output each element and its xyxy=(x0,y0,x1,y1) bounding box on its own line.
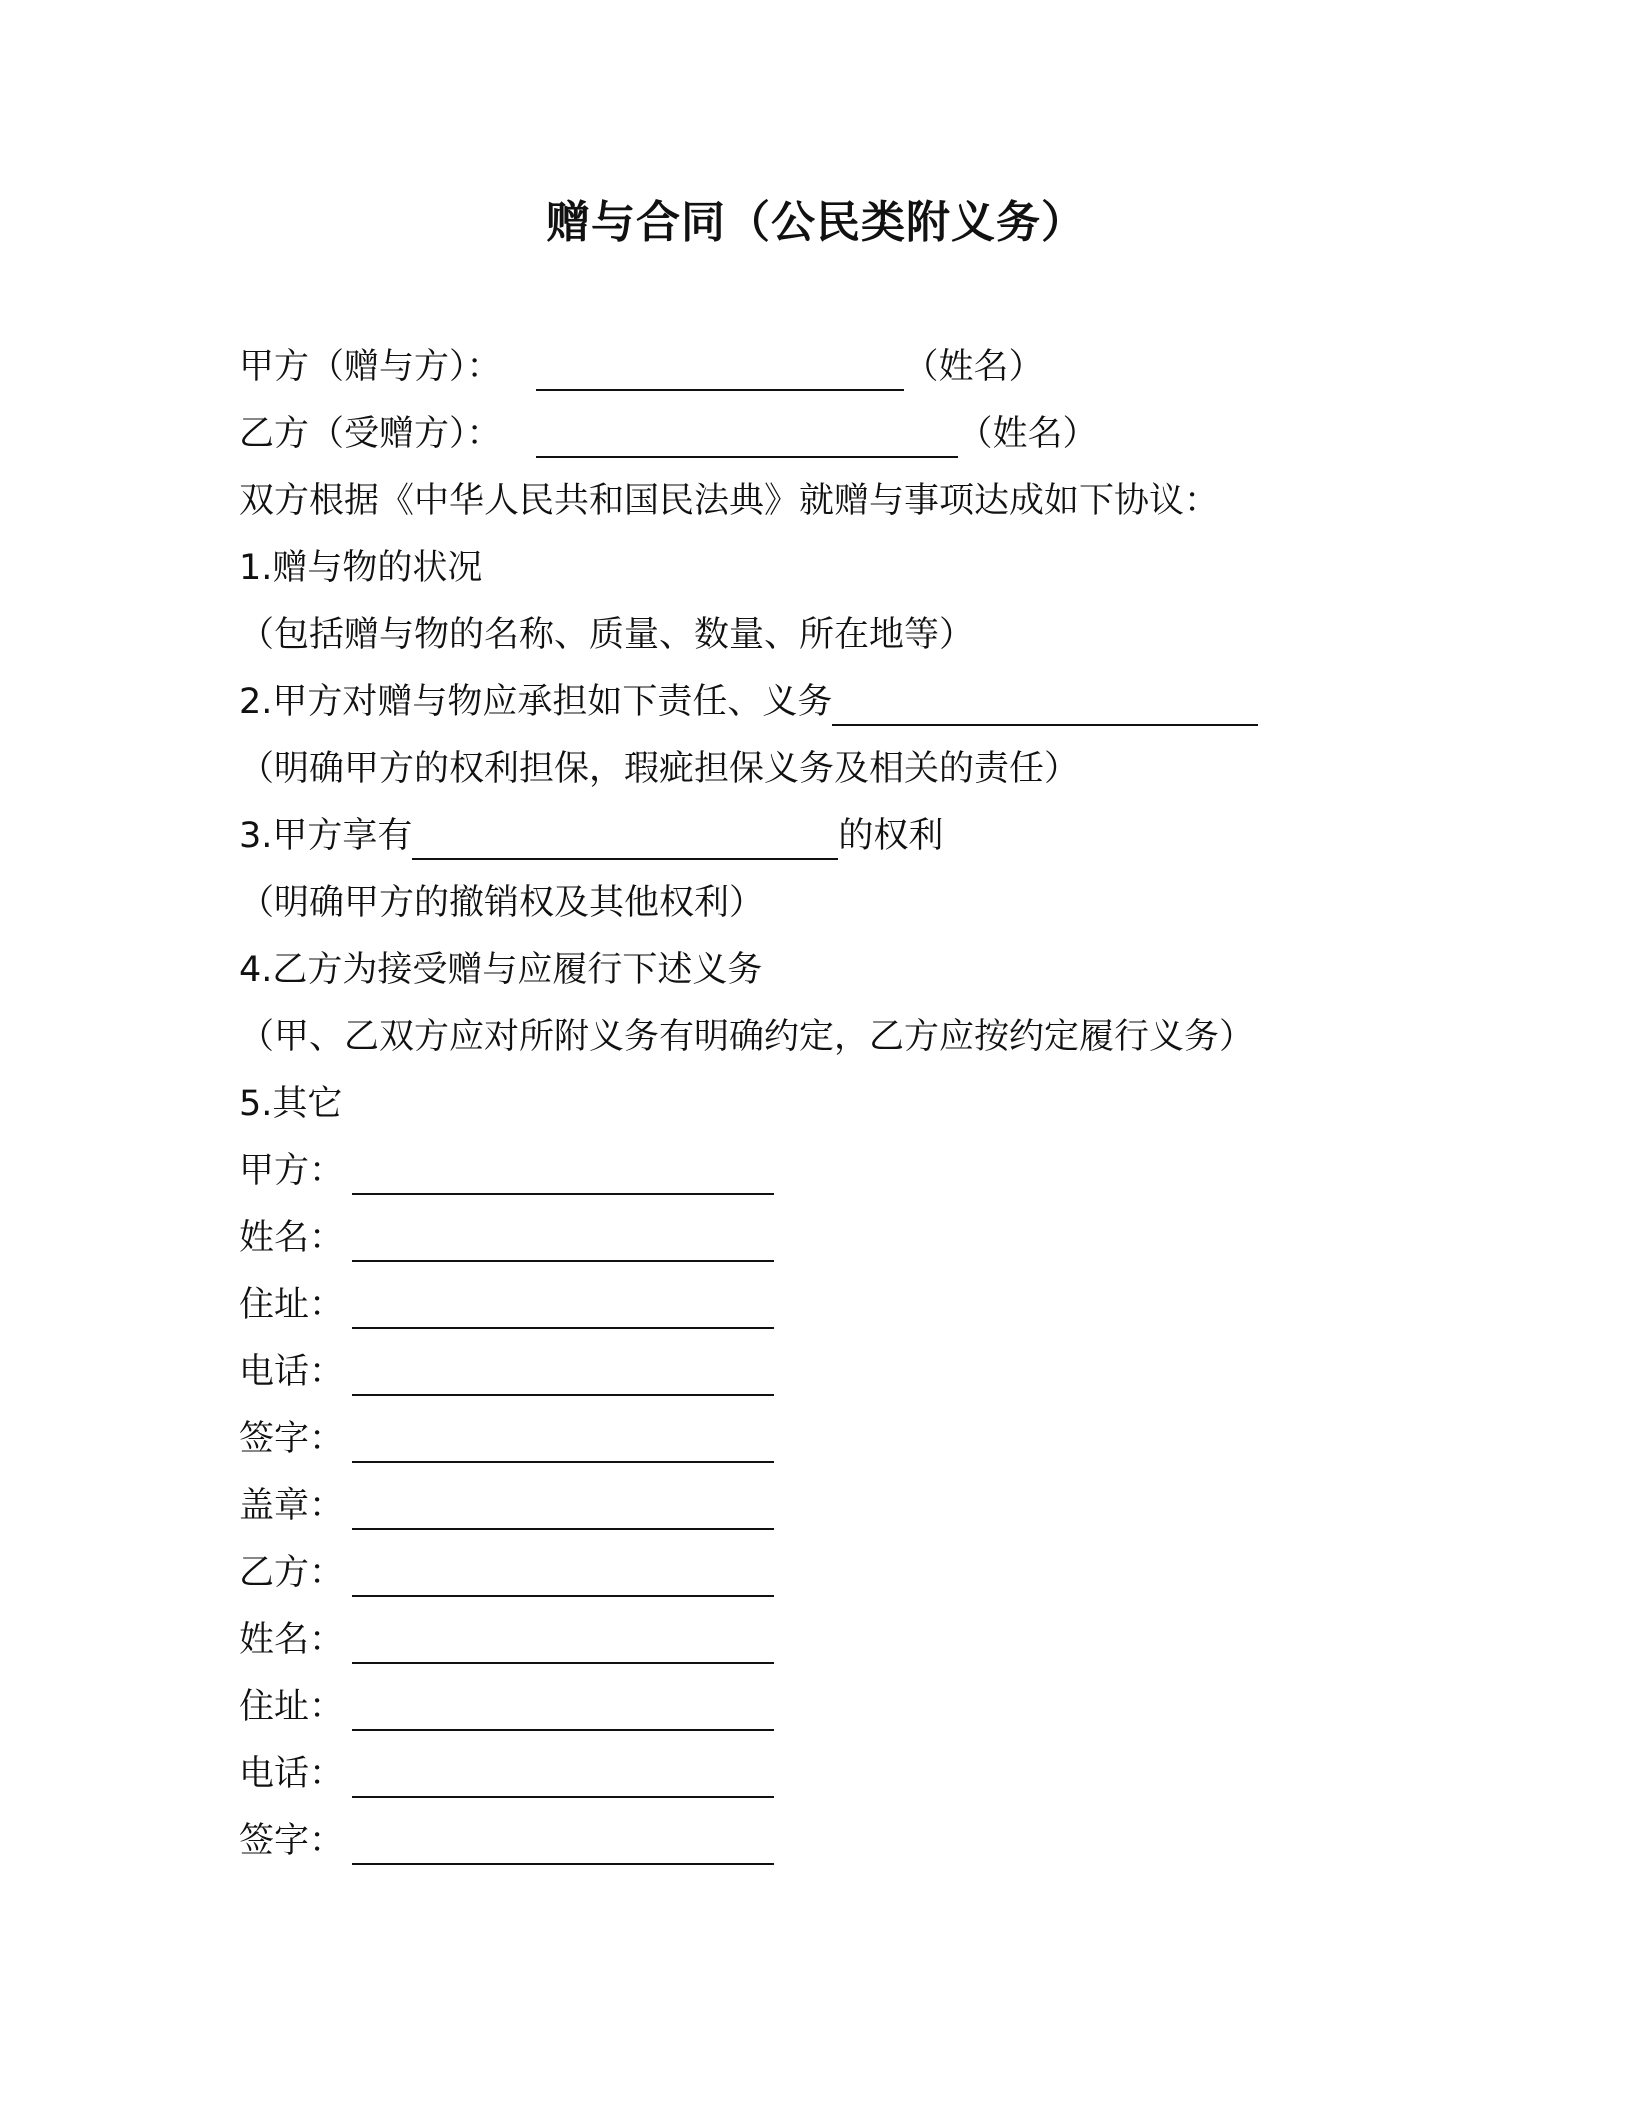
sig-label: 住址： xyxy=(239,1285,345,1325)
sig-field[interactable] xyxy=(352,1394,774,1396)
sig-a-party xyxy=(239,1147,351,1195)
sig-field[interactable] xyxy=(352,1595,774,1597)
sig-label: 甲方： xyxy=(239,1151,345,1191)
sig-field[interactable] xyxy=(352,1662,774,1664)
sig-a-seal xyxy=(239,1482,351,1530)
sig-b-signature xyxy=(239,1817,351,1865)
sig-a-phone xyxy=(239,1348,351,1396)
party-b-name-field[interactable] xyxy=(536,412,958,458)
sig-field[interactable] xyxy=(352,1260,774,1262)
preamble: 双方根据《中华人民共和国民法典》就赠与事项达成如下协议： xyxy=(239,481,1220,521)
sig-label: 盖章： xyxy=(239,1486,345,1526)
party-b-suffix: （姓名） xyxy=(957,414,1098,454)
clause-4-note: （甲、乙双方应对所附义务有明确约定，乙方应按约定履行义务） xyxy=(239,1017,1255,1057)
clause-4: 4.乙方为接受赠与应履行下述义务 xyxy=(239,950,763,990)
sig-a-signature xyxy=(239,1415,351,1463)
party-a-label: 甲方（赠与方）： xyxy=(239,347,502,387)
sig-field[interactable] xyxy=(352,1193,774,1195)
sig-a-address xyxy=(239,1281,351,1329)
clause-2: 2.甲方对赠与物应承担如下责任、义务 xyxy=(239,682,833,722)
clause-5: 5.其它 xyxy=(239,1084,343,1124)
sig-field[interactable] xyxy=(352,1528,774,1530)
sig-field[interactable] xyxy=(352,1796,774,1798)
clause-1: 1.赠与物的状况 xyxy=(239,548,483,588)
party-a-line xyxy=(239,343,1044,391)
sig-label: 电话： xyxy=(239,1754,345,1794)
sig-label: 乙方： xyxy=(239,1553,345,1593)
clause-1-note: （包括赠与物的名称、质量、数量、所在地等） xyxy=(239,615,975,655)
sig-a-name xyxy=(239,1214,351,1262)
sig-label: 姓名： xyxy=(239,1218,345,1258)
clause-3-field[interactable] xyxy=(412,814,838,860)
sig-b-party xyxy=(239,1549,351,1597)
party-b-line xyxy=(239,410,1098,458)
clause-3-suffix: 的权利 xyxy=(838,816,944,856)
clause-3-prefix: 3.甲方享有 xyxy=(239,816,413,856)
sig-b-name xyxy=(239,1616,351,1664)
page-title: 赠与合同（公民类附义务） xyxy=(546,197,1086,248)
clause-2-note: （明确甲方的权利担保，瑕疵担保义务及相关的责任） xyxy=(239,749,1080,789)
sig-field[interactable] xyxy=(352,1863,774,1865)
clause-2-field[interactable] xyxy=(832,680,1258,726)
sig-field[interactable] xyxy=(352,1461,774,1463)
party-a-suffix: （姓名） xyxy=(903,347,1044,387)
sig-label: 签字： xyxy=(239,1419,345,1459)
sig-field[interactable] xyxy=(352,1327,774,1329)
sig-label: 姓名： xyxy=(239,1620,345,1660)
party-b-label: 乙方（受赠方）： xyxy=(239,414,502,454)
clause-2-line xyxy=(239,678,1258,726)
sig-b-address xyxy=(239,1683,351,1731)
clause-3-line xyxy=(239,812,943,860)
sig-label: 电话： xyxy=(239,1352,345,1392)
sig-b-phone xyxy=(239,1750,351,1798)
sig-label: 住址： xyxy=(239,1687,345,1727)
sig-label: 签字： xyxy=(239,1821,345,1861)
party-a-name-field[interactable] xyxy=(536,345,904,391)
clause-3-note: （明确甲方的撤销权及其他权利） xyxy=(239,883,765,923)
sig-field[interactable] xyxy=(352,1729,774,1731)
